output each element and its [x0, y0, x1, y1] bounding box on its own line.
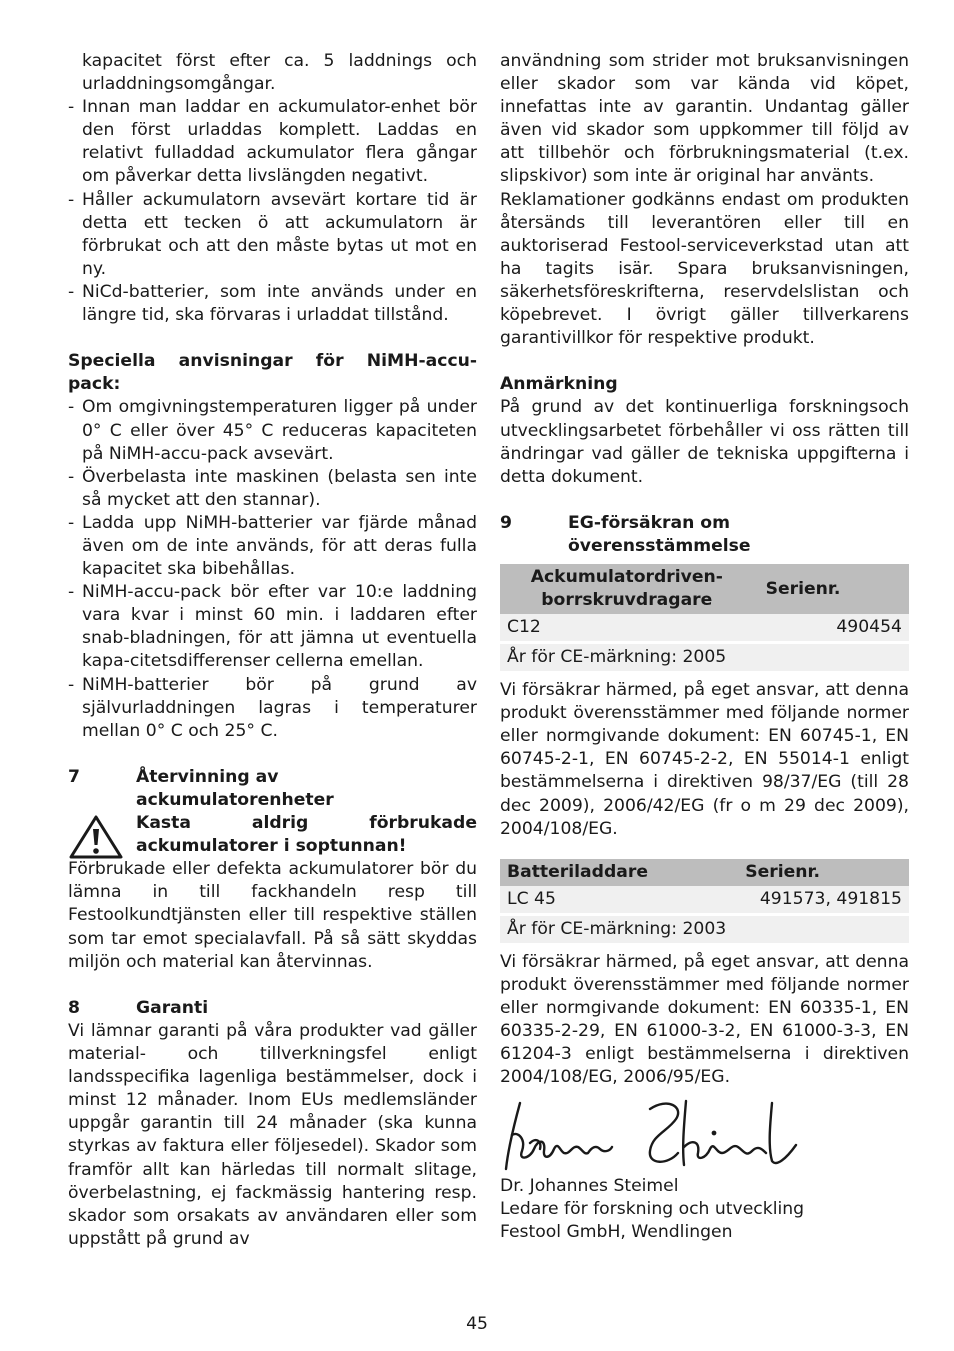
complaints-text: Reklamationer godkänns endast om produkten återsänds till leverantören eller till en auktoriserad Festool-serviceverkstad utan att ha tagits isär. Spara bruksanvisningen, säkerhetsföreskrifterna, reservdelslistan och köpebrevet. I övrigt gäller tillverkarens garantivillkor för respektive produkt. — [500, 189, 909, 349]
recycling-text: Förbrukade eller defekta ackumulatorer bör du lämna in till fackhandeln resp till Festoolkundtjänsten eller till respektive ställen som tar emot specialavfall. På så sätt skyddas miljön och material kan återvinnas. — [68, 859, 477, 972]
warning-text: Kasta aldrig förbrukade ackumulatorer i soptunnan! — [136, 813, 477, 857]
note-text: På grund av det kontinuerliga forskningsoch utvecklingsarbetet förbehåller vi oss rätten till ändringar vad gäller de tekniska uppgifterna i detta dokument. — [500, 397, 909, 487]
signature-image — [500, 1095, 820, 1175]
nimh-item: - Om omgivningstemperaturen ligger på under 0° C eller över 45° C reduceras kapaciteten på NiMH-accu-pack avsevärt. — [68, 396, 477, 465]
table-row — [500, 886, 909, 915]
section-9-heading — [500, 512, 909, 558]
warning-triangle-icon — [68, 814, 124, 860]
battery-bullet-replace: - Håller ackumulatorn avsevärt kortare tid är detta ett tecken ö att ackumulatorn är förbrukat och att den måste bytas ut mot en ny. — [68, 189, 477, 281]
table-header-product: Batteriladdare — [500, 859, 737, 886]
nimh-item: - Överbelasta inte maskinen (belasta sen inte så mycket att den stannar). — [68, 466, 477, 512]
right-column — [500, 50, 909, 1245]
battery-bullet-discharge: - Innan man laddar en ackumulator-enhet bör den först urladdas komplett. Laddas en relativt fulladdad ackumulator flera gångar om påverkar detta livslängden negativt. — [68, 96, 477, 188]
nimh-item: - NiMH-batterier bör på grund av självurladdningen lagras i temperaturer mellan 0° C och 25° C. — [68, 674, 477, 743]
nimh-item: - NiMH-accu-pack bör efter var 10:e laddning vara kvar i minst 60 min. i laddaren efter snab-bladningen, för att jämna ut eventuella kapa-citetsdifferenser cellerna emellan. — [68, 581, 477, 673]
declaration-text-drill: Vi försäkrar härmed, på eget ansvar, att denna produkt överensstämmer med följande normer eller normgivande dokument: EN 60745-1, EN 60745-2-1, EN 60745-2-2, EN 55014-1 enligt bestämmelserna i direktiven 98/37/EG (till 28 dec 2009), 2006/42/EG (fr o m 29 dec 2009), 2004/108/EG. — [500, 680, 909, 839]
table-row — [500, 914, 909, 943]
battery-text-continued: kapacitet först efter ca. 5 laddnings och urladdningsomgångar. — [82, 51, 477, 95]
table-header-product: Ackumulatordriven-borrskruvdragare — [500, 564, 754, 614]
declaration-table-charger — [500, 859, 909, 943]
page-number: 45 — [466, 1314, 488, 1334]
section-8-heading — [68, 997, 477, 1020]
table-header-serial: Serienr. — [754, 564, 909, 614]
warning-block — [68, 812, 477, 858]
table-cell-serial: 491573, 491815 — [737, 886, 909, 915]
table-cell-model: C12 — [500, 614, 754, 643]
table-row — [500, 614, 909, 643]
battery-bullet-storage: - NiCd-batterier, som inte används under en längre tid, ska förvaras i urladdat tillstånd. — [68, 281, 477, 327]
nimh-heading: Speciella anvisningar för NiMH-accu-pack: — [68, 351, 477, 395]
table-cell-ce-year: År för CE-märkning: 2005 — [500, 643, 909, 672]
section-number: 9 — [500, 512, 512, 533]
declaration-table-drill — [500, 564, 909, 671]
table-row — [500, 643, 909, 672]
section-title: Garanti — [136, 997, 209, 1018]
section-title: Återvinning av ackumulatorenheter — [136, 766, 334, 810]
table-header-row — [500, 859, 909, 886]
note-heading: Anmärkning — [500, 374, 618, 395]
warranty-text: Vi lämnar garanti på våra produkter vad gäller material- och tillverkningsfel enligt landsspecifika lagenliga bestämmelser, dock i minst 12 månader. Inom EUs medlemsländer uppgår garantin till 24 månader (ska kunna styrkas av faktura eller följesedel). Skador som framför allt kan härledas till normalt slitage, överbelastning, ej fackmässig hantering resp. skador som orsakats av användaren eller som uppstått på grund av — [68, 1020, 477, 1249]
table-header-row — [500, 564, 909, 614]
section-number: 7 — [68, 766, 80, 787]
section-title: EG-försäkran om överensstämmelse — [568, 512, 751, 556]
table-cell-serial: 490454 — [754, 614, 909, 643]
warranty-text-continued: användning som strider mot bruksanvisningen eller skador som var kända vid köpet, innefattas inte av garantin. Undantag gäller även vid skador som uppkommer till följd av att tillbehör och förbrukningsmaterial (t.ex. slipskivor) som inte är original har använts. — [500, 51, 909, 187]
table-cell-model: LC 45 — [500, 886, 737, 915]
signatory-name: Dr. Johannes Steimel — [500, 1176, 679, 1197]
signatory-role: Ledare för forskning och utveckling — [500, 1199, 805, 1220]
table-header-serial: Serienr. — [737, 859, 909, 886]
declaration-text-charger: Vi försäkrar härmed, på eget ansvar, att denna produkt överensstämmer med följande normer eller normgivande dokument: EN 60335-1, EN 60335-2-29, EN 61000-3-2, EN 61000-3-3, EN 61204-3 enligt bestämmelserna i direktiven 2004/108/EG, 2006/95/EG. — [500, 951, 909, 1088]
nimh-item: - Ladda upp NiMH-batterier var fjärde månad även om de inte används, för att deras fulla kapacitet ska bibehållas. — [68, 512, 477, 581]
table-cell-ce-year: År för CE-märkning: 2003 — [500, 914, 909, 943]
section-number: 8 — [68, 997, 80, 1018]
section-7-heading — [68, 766, 477, 812]
left-column — [68, 50, 477, 1251]
signatory-company: Festool GmbH, Wendlingen — [500, 1222, 733, 1243]
